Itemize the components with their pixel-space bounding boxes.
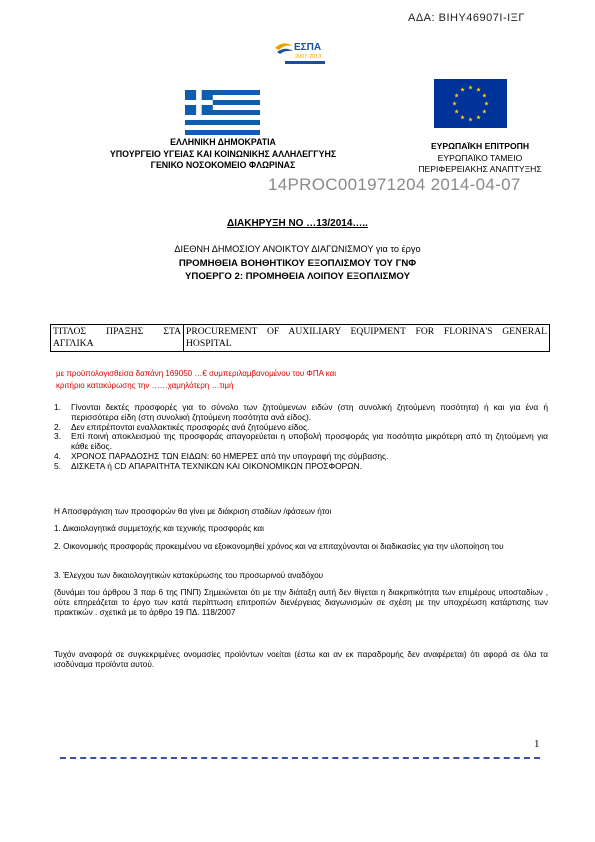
project-title: ΠΡΟΜΗΘΕΙΑ ΒΟΗΘΗΤΙΚΟΥ ΕΞΟΠΛΙΣΜΟΥ ΤΟΥ ΓΝΦ xyxy=(178,258,417,269)
declaration-title: ΔΙΑΚΗΡΥΞΗ ΝΟ …13/2014….. xyxy=(227,218,368,229)
ada-code: ΑΔΑ: ΒΙΗΥ46907Ι-ΙΞΓ xyxy=(408,12,525,24)
page-number: 1 xyxy=(534,738,540,750)
item-number: 2. xyxy=(54,421,61,432)
eu-commission: ΕΥΡΩΠΑΪΚΗ ΕΠΙΤΡΟΠΗ xyxy=(430,141,530,151)
english-title-label: ΤΙΤΛΟΣ ΠΡΑΞΗΣ ΣΤΑ ΑΓΓΛΙΚΑ xyxy=(51,325,184,352)
list-item xyxy=(54,403,548,423)
item-number: 3. xyxy=(54,431,61,442)
greek-flag xyxy=(185,90,260,135)
eu-fund-regional: ΠΕΡΙΦΕΡΕΙΑΚΗΣ ΑΝΑΠΤΥΞΗΣ xyxy=(418,164,542,174)
svg-text:2007-2013: 2007-2013 xyxy=(295,54,322,60)
list-item xyxy=(54,462,548,472)
hospital-name: ΓΕΝΙΚΟ ΝΟΣΟΚΟΜΕΙΟ ΦΛΩΡΙΝΑΣ xyxy=(150,160,296,170)
greek-republic: ΕΛΛΗΝΙΚΗ ΔΗΜΟΚΡΑΤΙΑ xyxy=(170,137,276,147)
tender-type: ΔΙΕΘΝΗ ΔΗΜΟΣΙΟΥ ΑΝΟΙΚΤΟΥ ΔΙΑΓΩΝΙΣΜΟΥ για το έργο xyxy=(174,244,421,254)
item-text: Γίνονται δεκτές προσφορές για το σύνολο των ζητούμενων ειδών (στη συνολική ζητούμενη ποσότητα) ή και για ένα ή περισσότερα είδη (στη συνολική ζητούμενη ποσότητα ανά είδος). xyxy=(71,402,548,422)
budget-line: με προϋπολογισθείσα δαπάνη 169050 …€ συμπεριλαμβανομένου του ΦΠΑ και xyxy=(56,369,337,378)
stage-1: 1. Δικαιολογητικά συμμετοχής και τεχνικής προσφοράς και xyxy=(54,524,264,533)
opening-intro: Η Αποσφράγιση των προσφορών θα γίνει με διάκριση σταδίων /φάσεων ήτοι xyxy=(54,507,332,516)
item-text: Επί ποινή αποκλεισμού της προσφοράς απαγορεύεται η υποβολή προσφοράς για ποσότητα μικρότερη από τη ζητούμενη για κάθε είδος. xyxy=(71,431,548,452)
item-number: 1. xyxy=(54,402,61,412)
item-text: ΔΙΣΚΕΤΑ ή CD ΑΠΑΡΑΙΤΗΤΑ ΤΕΧΝΙΚΩΝ ΚΑΙ ΟΙΚΟΝΟΜΙΚΩΝ ΠΡΟΣΦΟΡΩΝ. xyxy=(71,460,362,471)
english-title-value: PROCUREMENT OF AUXILIARY EQUIPMENT FOR FLORINA'S GENERAL HOSPITAL xyxy=(184,325,550,352)
terms-list xyxy=(54,403,548,472)
item-text: ΧΡΟΝΟΣ ΠΑΡΑΔΟΣΗΣ ΤΩΝ ΕΙΔΩΝ: 60 ΗΜΕΡΕΣ από την υπογραφή της σύμβασης. xyxy=(71,450,389,461)
eu-flag xyxy=(434,79,507,128)
ministry-name: ΥΠΟΥΡΓΕΙΟ ΥΓΕΙΑΣ ΚΑΙ ΚΟΙΝΩΝΙΚΗΣ ΑΛΛΗΛΕΓΓΥΗΣ xyxy=(109,148,337,159)
eu-fund: ΕΥΡΩΠΑΪΚΟ ΤΑΜΕΙΟ xyxy=(437,152,523,163)
stage-2: 2. Οικονομικής προσφοράς προκειμένου να εξοικονομηθεί χρόνος και να επιταχύνονται οι διαδικασίες για την υλοποίηση του xyxy=(54,542,504,551)
subproject-title: ΥΠΟΕΡΓΟ 2: ΠΡΟΜΗΘΕΙΑ ΛΟΙΠΟΥ ΕΞΟΠΛΙΣΜΟΥ xyxy=(185,271,410,282)
item-number: 4. xyxy=(54,450,61,461)
svg-text:ΕΣΠΑ: ΕΣΠΑ xyxy=(294,42,322,53)
item-number: 5. xyxy=(54,460,61,471)
budget-note xyxy=(56,368,436,392)
stage-3: 3. Έλεγχου των δικαιολογητικών κατακύρωσης του προσωρινού αναδόχου xyxy=(54,571,324,580)
item-text: Δεν επιτρέπονται εναλλακτικές προσφορές ανά ζητούμενο είδος. xyxy=(71,421,310,432)
award-criterion-line: κριτήριο κατακύρωσης την ……χαμηλότερη …τιμή xyxy=(56,381,234,390)
english-title-table xyxy=(50,324,550,352)
brand-equivalence-note: Τυχόν αναφορά σε συγκεκριμένες ονομασίες προϊόντων νοείται (έστω και αν εκ παραδρομής δεν αναφέρεται) ότι αφορά σε όλα τα ισοδύναμα προϊόντα αυτού. xyxy=(54,650,548,669)
espa-logo xyxy=(271,38,329,66)
footer-divider xyxy=(60,757,540,759)
list-item xyxy=(54,432,548,452)
watermark-code: 14PROC001971204 2014-04-07 xyxy=(268,175,521,194)
greek-authority xyxy=(108,137,338,172)
eu-authority xyxy=(400,141,560,176)
legal-note: (δυνάμει του άρθρου 3 παρ 6 της ΠΝΠ) Σημειώνεται ότι με την διάταξη αυτή δεν θίγεται η διακριτικότητα των επιμέρους υποσταδίων , ούτε επηρεάζεται το έργο των κατά περίπτωση επιτροπών διενέργειας διαγωνισμών σε σχέση με την υποχρέωση κατάρτισης των πρακτικών . σχετικά με το άρθρο 19 ΠΔ. 118/2007 xyxy=(54,588,548,617)
